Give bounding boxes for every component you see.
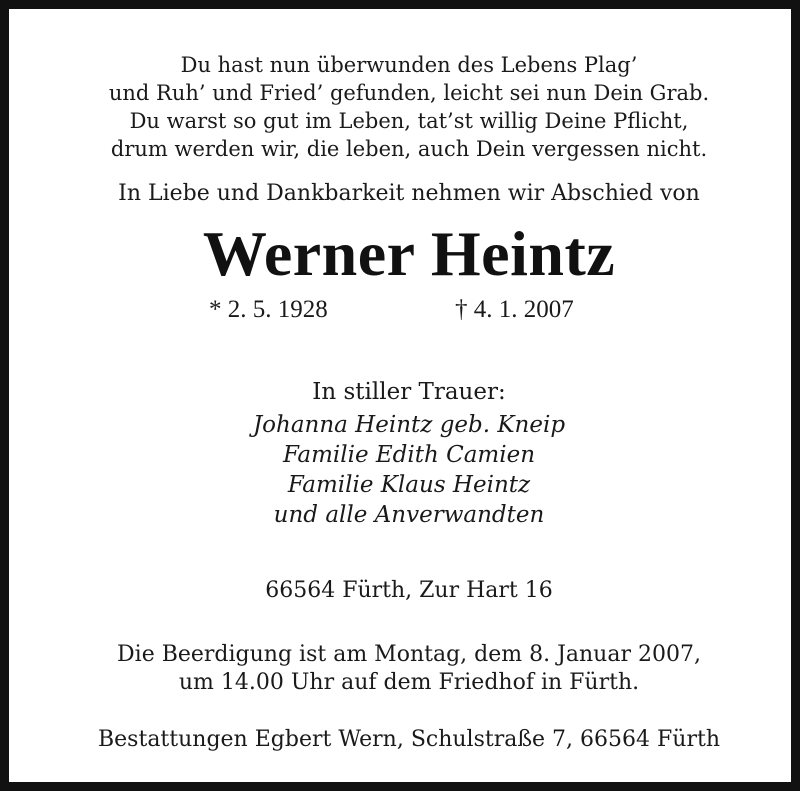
mourner-line: Familie Edith Camien [282, 442, 536, 468]
death-date: † 4. 1. 2007 [455, 296, 574, 323]
mourner-line: und alle Anverwandten [273, 502, 545, 528]
poem-line: drum werden wir, die leben, auch Dein vergessen nicht. [110, 137, 708, 161]
mourning-heading: In stiller Trauer: [312, 379, 506, 405]
birth-date: * 2. 5. 1928 [209, 296, 328, 323]
mourner-line: Johanna Heintz geb. Kneip [252, 412, 566, 438]
poem-line: Du warst so gut im Leben, tat’st willig Deine Pflicht, [129, 109, 689, 133]
funeral-info-line: Die Beerdigung ist am Montag, dem 8. Januar 2007, [117, 642, 701, 667]
family-address: 66564 Fürth, Zur Hart 16 [265, 578, 553, 603]
deceased-name: Werner Heintz [202, 218, 616, 289]
undertaker-info: Bestattungen Egbert Wern, Schulstraße 7, 66564 Fürth [98, 727, 720, 752]
poem-line: und Ruh’ und Fried’ gefunden, leicht sei nun Dein Grab. [108, 81, 710, 105]
poem-line: Du hast nun überwunden des Lebens Plag’ [180, 53, 638, 77]
funeral-info-line: um 14.00 Uhr auf dem Friedhof in Fürth. [178, 670, 640, 695]
mourner-line: Familie Klaus Heintz [287, 472, 531, 498]
farewell-intro: In Liebe und Dankbarkeit nehmen wir Abschied von [118, 181, 700, 206]
